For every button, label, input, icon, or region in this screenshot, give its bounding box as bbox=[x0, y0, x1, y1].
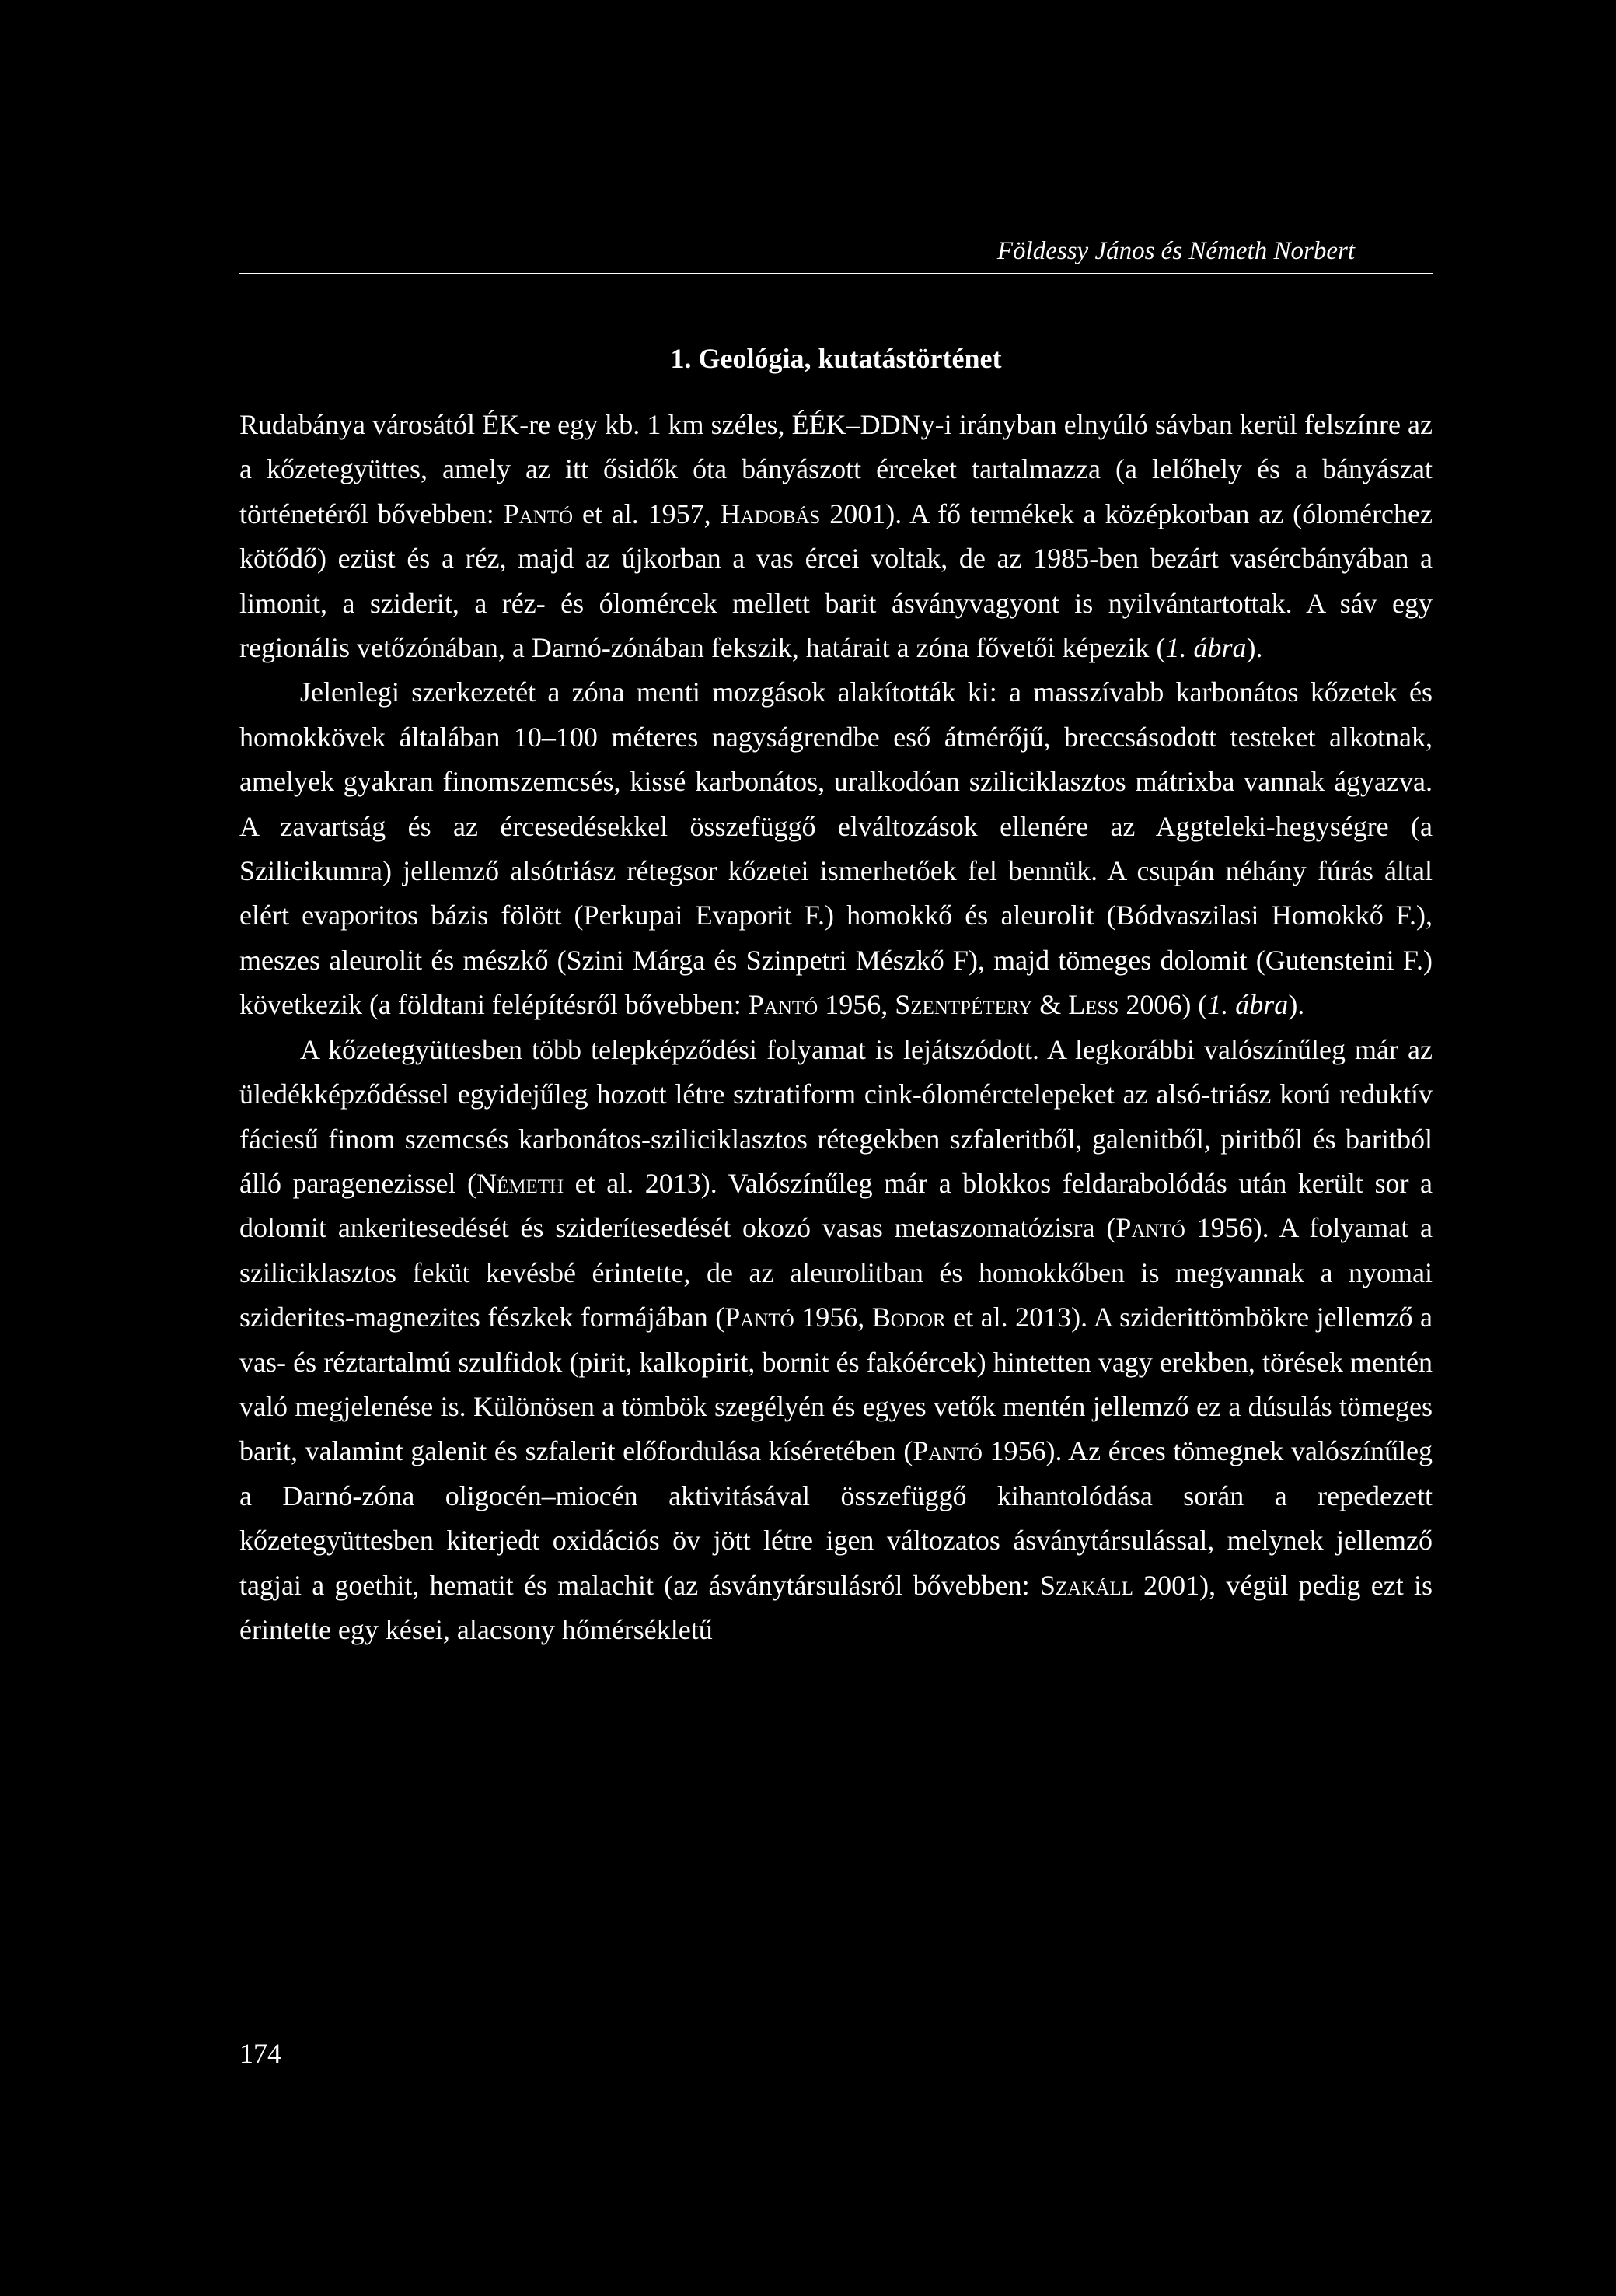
paragraph-3-text: 1956). Az érces tömegnek valószínűleg a Darnó-zóna oligocén–miocén aktivitásával összefüggő kihantolódása során a repedezett kőzetegyüttesben kiterjedt oxidációs öv jött létre igen változatos ásványtársulással, melynek jellemző tagjai a goethit, hematit és malachit (az ásványtársulásról bővebben: bbox=[239, 1435, 1433, 1601]
header-rule bbox=[239, 273, 1433, 274]
paragraph-2-text: Jelenlegi szerkezetét a zóna menti mozgások alakították ki: a masszívabb karbonátos kőzetek és homokkövek általában 10–100 méteres nagyságrendbe eső átmérőjű, breccsásodott testeket alkotnak, amelyek gyakran finomszemcsés, kissé karbonátos, uralkodóan sziliciklasztos mátrixba vannak ágyazva. A zavartság és az ércesedésekkel összefüggő elváltozások ellenére az Aggteleki-hegységre (a Szilicikumra) jellemző alsótriász rétegsor kőzetei ismerhetőek fel bennük. A csupán néhány fúrás által elért evaporitos bázis fölött (Perkupai Evaporit F.) homokkő és aleurolit (Bódvaszilasi Homokkő F.), meszes aleurolit és mészkő (Szini Márga és Szinpetri Mészkő F), majd tömeges dolomit (Gutensteini F.) következik (a földtani felépítésről bővebben: bbox=[239, 676, 1433, 1021]
citation-author: Pantó bbox=[913, 1435, 983, 1467]
paragraph-3-text: 1956, bbox=[794, 1302, 872, 1333]
figure-reference: 1. ábra bbox=[1207, 989, 1289, 1021]
paragraph-2-text: 1956, bbox=[818, 989, 895, 1021]
paragraph-2 bbox=[239, 670, 1433, 1027]
citation-author: Bodor bbox=[871, 1302, 946, 1333]
paragraph-3-text: et al. 2013). Valószínűleg már a blokkos feldarabolódás után került sor a dolomit ankeritesedését és sziderítesedését okozó vasas metaszomatózisra ( bbox=[239, 1167, 1433, 1244]
paragraph-1-text: Rudabánya városától ÉK-re egy kb. 1 km széles, ÉÉK–DDNy-i irányban elnyúló sávban kerül felszínre az a kőzetegyüttes, amely az itt ősidők óta bányászott érceket tartalmazza (a lelőhely és a bányászat történetéről bővebben: bbox=[239, 409, 1433, 529]
figure-reference: 1. ábra bbox=[1165, 632, 1247, 664]
citation-author: Pantó bbox=[503, 498, 574, 529]
citation-author: Szakáll bbox=[1039, 1569, 1133, 1601]
body-text bbox=[239, 403, 1433, 1652]
citation-author: Németh bbox=[476, 1167, 564, 1199]
paragraph-3-text: A kőzetegyüttesben több telepképződési folyamat is lejátszódott. A legkorábbi valószínűleg már az üledékképződéssel egyidejűleg hozott létre sztratiform cink-ólomérctelepeket az alsó-triász korú reduktív fáciesű finom szemcsés karbonátos-sziliciklasztos rétegekben szfaleritből, galenitből, piritből és baritból álló paragenezissel ( bbox=[239, 1033, 1433, 1199]
paragraph-3-text: 2001), végül pedig ezt is érintette egy kései, alacsony hőmérsékletű bbox=[239, 1569, 1433, 1645]
paragraph-3 bbox=[239, 1028, 1433, 1653]
paragraph-1-text: et al. 1957, bbox=[573, 498, 721, 529]
citation-author: Szentpétery bbox=[895, 989, 1033, 1021]
citation-author: Hadobás bbox=[720, 498, 821, 529]
paragraph-2-text: 2006) ( bbox=[1119, 989, 1208, 1021]
citation-author: Pantó bbox=[748, 989, 818, 1021]
paragraph-2-text: ). bbox=[1288, 989, 1305, 1021]
page-number: 174 bbox=[239, 2038, 281, 2069]
paragraph-2-text: & bbox=[1032, 989, 1069, 1021]
running-header bbox=[239, 236, 1433, 267]
paragraph-1-text: 2001). A fő termékek a középkorban az (ólomérchez kötődő) ezüst és a réz, majd az újkorban a vas ércei voltak, de az 1985-ben bezárt vasércbányában a limonit, a sziderit, a réz- és ólomércek mellett barit ásványvagyont is nyilvántartottak. A sáv egy regionális vetőzónában, a Darnó-zónában fekszik, határait a zóna fővetői képezik ( bbox=[239, 498, 1433, 664]
citation-author: Pantó bbox=[724, 1302, 794, 1333]
paragraph-3-text: 1956). A folyamat a sziliciklasztos feküt kevésbé érintette, de az aleurolitban és homokkőben is megvannak a nyomai sziderites-magnezites fészkek formájában ( bbox=[239, 1212, 1433, 1333]
paragraph-1 bbox=[239, 403, 1433, 670]
citation-author: Less bbox=[1068, 989, 1119, 1021]
running-header-title: Földessy János és Németh Norbert bbox=[996, 237, 1355, 265]
paragraph-3-text: et al. 2013). A sziderittömbökre jellemző a vas- és réztartalmú szulfidok (pirit, kalkopirit, bornit és fakóércek) hintetten vagy erekben, törések mentén való megjelenése is. Különösen a tömbök szegélyén és egyes vetők mentén jellemző ez a dúsulás tömeges barit, valamint galenit és szfalerit előfordulása kíséretében ( bbox=[239, 1302, 1433, 1467]
paragraph-1-text: ). bbox=[1246, 632, 1263, 664]
section-heading: 1. Geológia, kutatástörténet bbox=[670, 343, 1002, 374]
citation-author: Pantó bbox=[1115, 1212, 1185, 1244]
